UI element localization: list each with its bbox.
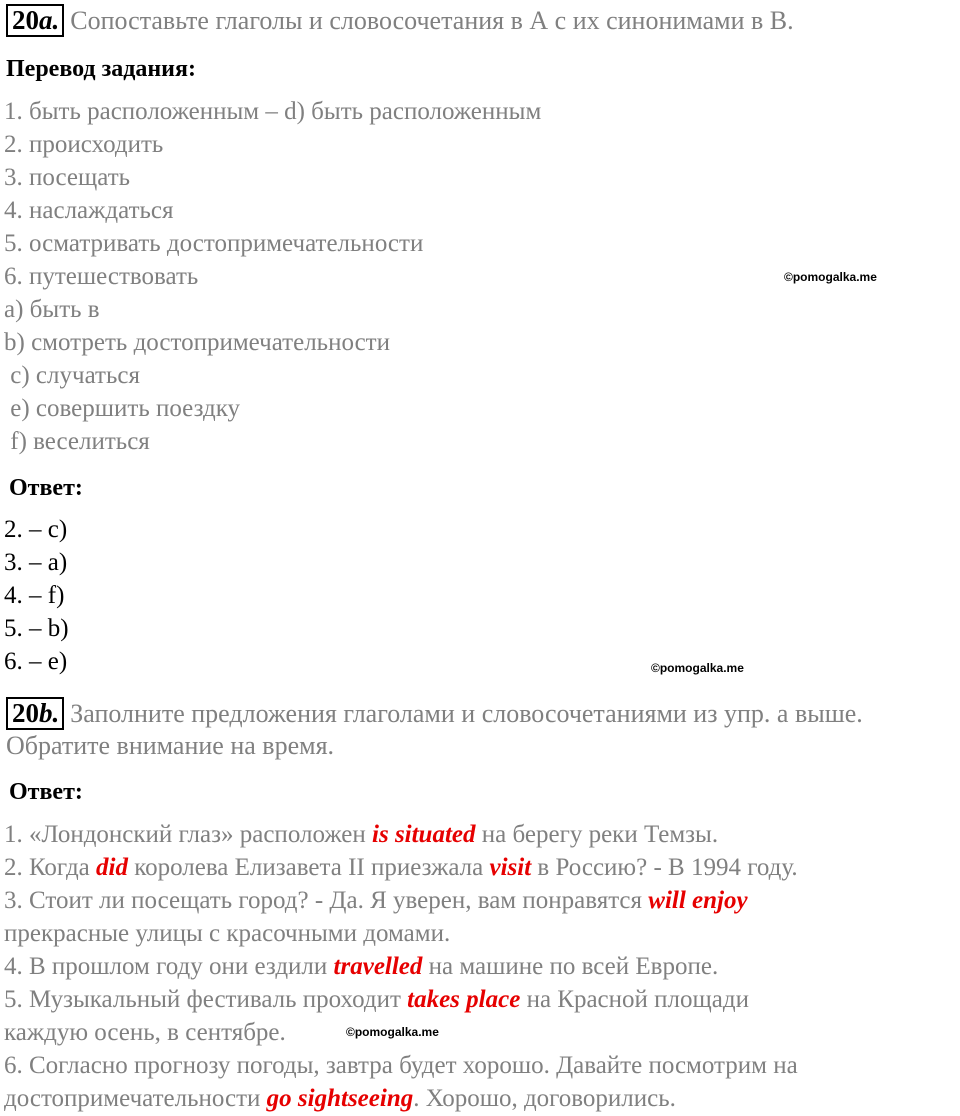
translation-label: Перевод задания: <box>6 56 196 82</box>
answer-item: 4. – f) <box>4 582 65 609</box>
list-item: 6. путешествовать <box>4 263 199 290</box>
list-item: 4. наслаждаться <box>4 197 174 224</box>
watermark: ©pomogalka.me <box>784 270 877 284</box>
task-a-instruction: Сопоставьте глаголы и словосочетания в А с их синонимами в В. <box>70 6 794 35</box>
answer-word: travelled <box>333 953 423 980</box>
list-item: c) случаться <box>4 362 140 389</box>
watermark: ©pomogalka.me <box>651 661 744 675</box>
answer-word: will enjoy <box>648 887 748 914</box>
answer-item: 2. – c) <box>4 516 68 543</box>
task-b-instruction-continued: Обратите внимание на время. <box>6 731 335 760</box>
sentence-5-continued: каждую осень, в сентябре. <box>4 1019 286 1046</box>
answer-word: takes place <box>407 986 521 1013</box>
sentence-3: 3. Стоит ли посещать город? - Да. Я уверен, вам понравятся will enjoy <box>4 887 748 914</box>
list-item: e) совершить поездку <box>4 395 240 422</box>
answer-word: go sightseeing <box>266 1085 414 1112</box>
answer-label-a: Ответ: <box>9 475 83 501</box>
list-item: 1. быть расположенным – d) быть расположенным <box>4 98 542 125</box>
answer-item: 6. – e) <box>4 648 68 675</box>
task-b-header <box>6 697 863 730</box>
list-item: f) веселиться <box>4 428 150 455</box>
task-b-number: 20 <box>12 698 39 728</box>
list-item: 3. посещать <box>4 164 131 191</box>
answer-word: visit <box>489 854 532 881</box>
answer-word: is situated <box>372 821 476 848</box>
watermark: ©pomogalka.me <box>346 1025 439 1039</box>
task-b-letter: b. <box>39 698 60 728</box>
sentence-3-continued: прекрасные улицы с красочными домами. <box>4 920 451 947</box>
list-item: a) быть в <box>4 296 100 323</box>
sentence-4: 4. В прошлом году они ездили travelled на машине по всей Европе. <box>4 953 719 980</box>
answer-label-b: Ответ: <box>9 779 83 805</box>
sentence-2: 2. Когда did королева Елизавета II приезжала visit в Россию? - В 1994 году. <box>4 854 798 881</box>
list-item: 5. осматривать достопримечательности <box>4 230 424 257</box>
task-b-instruction: Заполните предложения глаголами и словосочетаниями из упр. а выше. <box>70 699 863 728</box>
answer-word: did <box>96 854 128 881</box>
list-item: 2. происходить <box>4 131 164 158</box>
sentence-1: 1. «Лондонский глаз» расположен is situated на берегу реки Темзы. <box>4 821 719 848</box>
task-a-number-box <box>6 4 64 37</box>
task-b-number-box <box>6 697 64 730</box>
list-item: b) смотреть достопримечательности <box>4 329 390 356</box>
task-a-letter: a. <box>39 5 60 35</box>
answer-item: 5. – b) <box>4 615 69 642</box>
sentence-6: 6. Согласно прогнозу погоды, завтра будет хорошо. Давайте посмотрим на <box>4 1052 798 1079</box>
task-a-header <box>6 4 794 37</box>
sentence-5: 5. Музыкальный фестиваль проходит takes place на Красной площади <box>4 986 749 1013</box>
sentence-6-continued: достопримечательности go sightseeing. Хорошо, договорились. <box>4 1085 676 1112</box>
task-a-number: 20 <box>12 5 39 35</box>
answer-item: 3. – a) <box>4 549 68 576</box>
